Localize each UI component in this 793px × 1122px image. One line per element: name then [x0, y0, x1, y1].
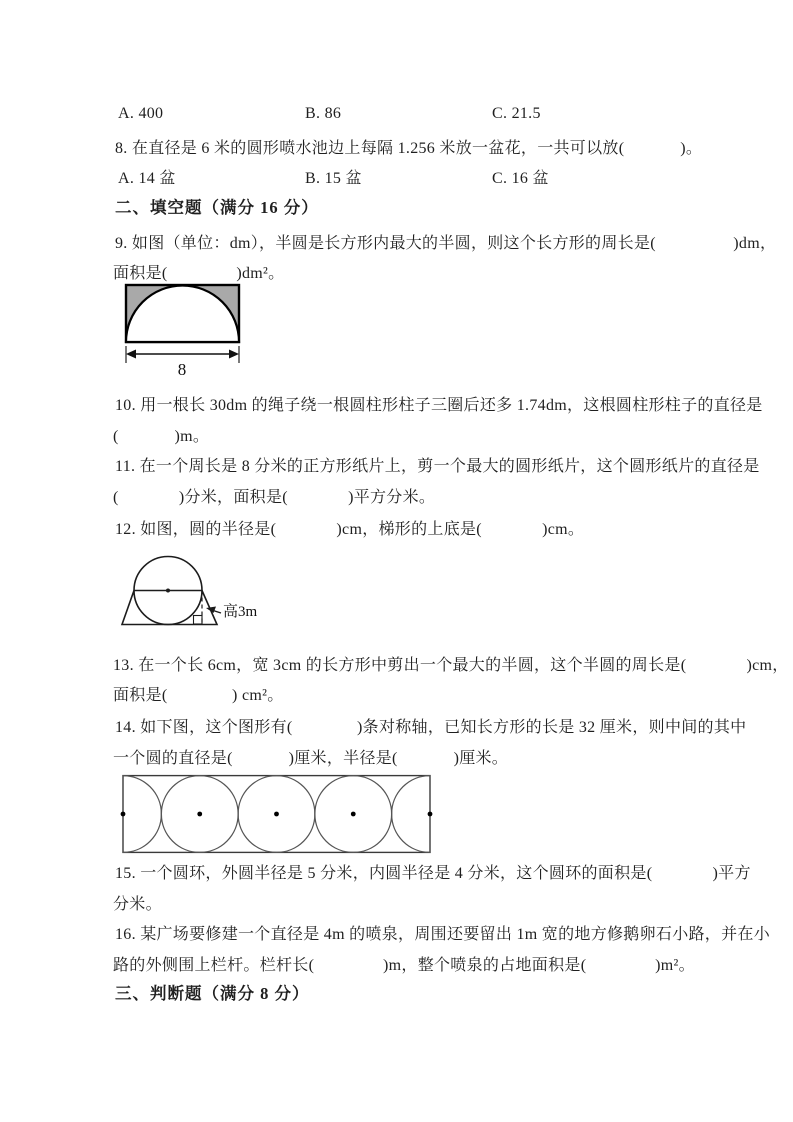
q8-option-a: A. 14 盆 — [118, 170, 176, 187]
question-13-line2: 面积是( ) cm²。 — [113, 687, 284, 704]
dim-arrowhead-left — [126, 350, 136, 359]
height-label: 高3m — [223, 604, 258, 620]
question-15-line2: 分米。 — [113, 896, 162, 913]
q8-option-c: C. 16 盆 — [492, 170, 549, 187]
question-9-line1: 9. 如图（单位：dm），半圆是长方形内最大的半圆，则这个长方形的周长是( )dm， — [115, 235, 777, 252]
question-10-line2: ( )m。 — [113, 428, 210, 445]
question-16-line2: 路的外侧围上栏杆。栏杆长( )m，整个喷泉的占地面积是( )m²。 — [113, 957, 695, 974]
circles-in-rectangle-figure — [120, 773, 434, 857]
right-angle-mark — [194, 616, 203, 625]
question-8-text: 8. 在直径是 6 米的圆形喷水池边上每隔 1.256 米放一盆花，一共可以放( )。 — [115, 140, 703, 157]
question-9-line2: 面积是( )dm²。 — [113, 265, 285, 282]
question-12-text: 12. 如图，圆的半径是( )cm，梯形的上底是( )cm。 — [115, 521, 585, 538]
center-dot-left-edge — [121, 812, 126, 817]
question-11-line1: 11. 在一个周长是 8 分米的正方形纸片上，剪一个最大的圆形纸片，这个圆形纸片的直径是 — [115, 458, 760, 475]
question-16-line1: 16. 某广场要修建一个直径是 4m 的喷泉，周围还要留出 1m 宽的地方修鹅卵石小路，并在小 — [115, 926, 770, 943]
section-judgment-title: 三、判断题（满分 8 分） — [115, 984, 310, 1003]
question-15-line1: 15. 一个圆环，外圆半径是 5 分米，内圆半径是 4 分米，这个圆环的面积是( )平方 — [115, 865, 751, 882]
circle-trapezoid-figure — [113, 552, 278, 644]
question-14-line2: 一个圆的直径是( )厘米，半径是( )厘米。 — [113, 750, 509, 767]
center-dot-3 — [351, 812, 356, 817]
question-11-line2: ( )分米，面积是( )平方分米。 — [113, 489, 436, 506]
q7-option-c: C. 21.5 — [492, 105, 541, 122]
dim-arrowhead-right — [229, 350, 239, 359]
center-dot-1 — [197, 812, 202, 817]
q7-option-a: A. 400 — [118, 105, 164, 122]
q7-option-b: B. 86 — [305, 105, 342, 122]
dimension-label: 8 — [177, 360, 187, 379]
center-dot-2 — [274, 812, 279, 817]
question-14-line1: 14. 如下图，这个图形有( )条对称轴，已知长方形的长是 32 厘米，则中间的其中 — [115, 719, 747, 736]
center-dot-right-edge — [428, 812, 433, 817]
semicircle-in-rectangle-figure — [124, 283, 256, 379]
center-dot — [166, 589, 170, 593]
section-fill-in-title: 二、填空题（满分 16 分） — [115, 198, 319, 217]
right-semicircle — [392, 776, 430, 853]
q8-option-b: B. 15 盆 — [305, 170, 362, 187]
left-semicircle — [123, 776, 161, 853]
question-13-line1: 13. 在一个长 6cm，宽 3cm 的长方形中剪出一个最大的半圆，这个半圆的周长是( )cm， — [113, 657, 789, 674]
question-10-line1: 10. 用一根长 30dm 的绳子绕一根圆柱形柱子三圈后还多 1.74dm，这根圆柱形柱子的直径是 — [115, 397, 763, 414]
trapezoid-outline — [122, 591, 217, 625]
